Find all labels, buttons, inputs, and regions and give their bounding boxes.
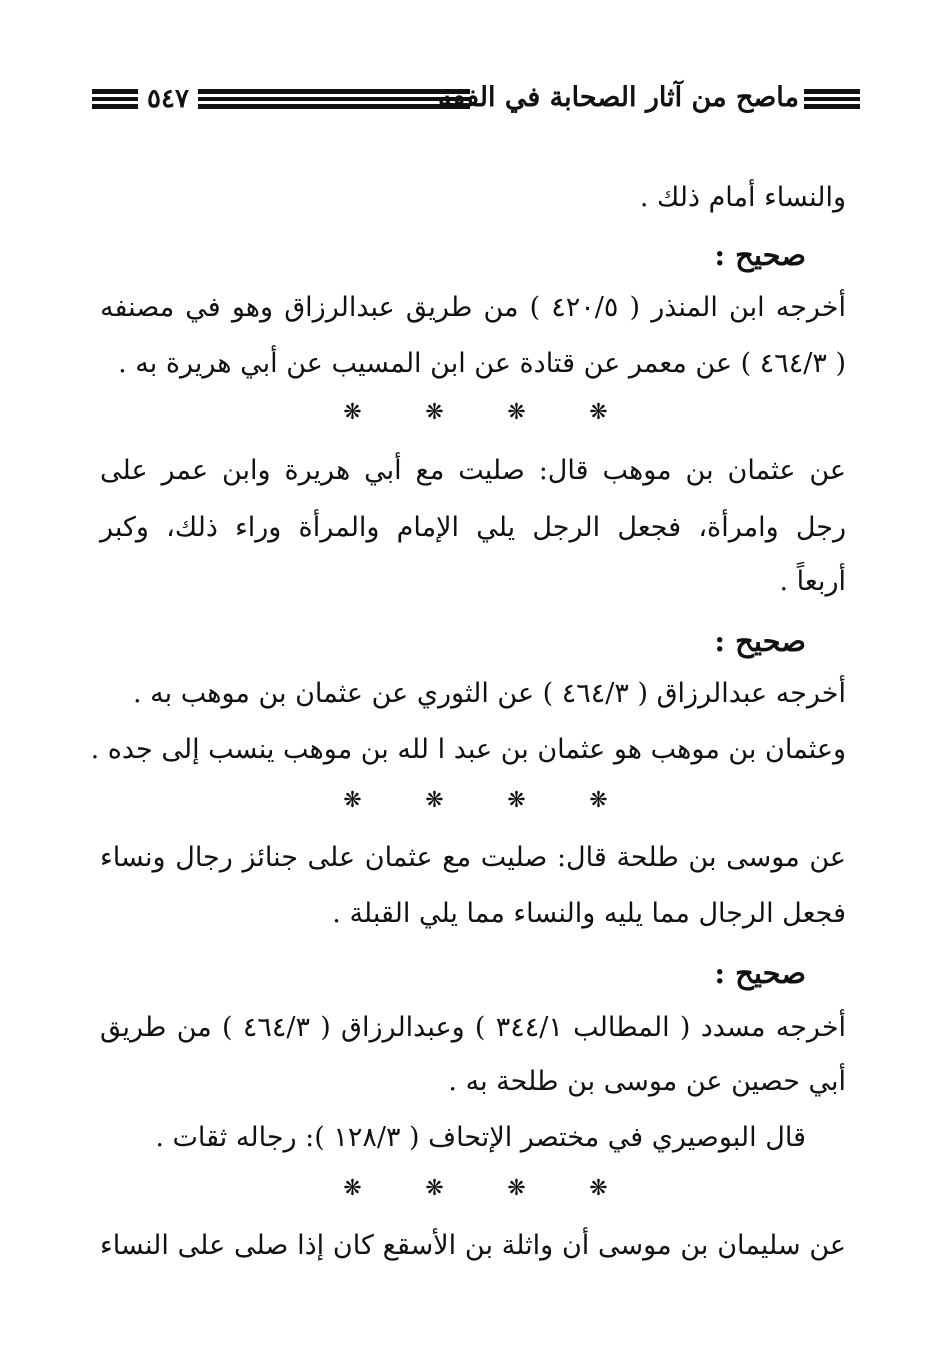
running-title: ماصح من آثار الصحابة في الفقه [437, 82, 799, 113]
text-line: أخرجه مسدد ( المطالب ٣٤٤/١ ) وعبدالرزاق ( ٤٦٤/٣ ) من طريق [100, 1012, 847, 1043]
text-line: فجعل الرجال مما يليه والنساء مما يلي القبلة . [332, 898, 846, 929]
section-heading: صحيح : [714, 238, 806, 272]
star-icon: ❋ [589, 788, 608, 813]
section-heading: صحيح : [714, 624, 806, 658]
star-icon: ❋ [589, 400, 608, 425]
star-icon: ❋ [343, 788, 362, 813]
star-icon: ❋ [343, 1176, 362, 1201]
text-line: عن سليمان بن موسى أن واثلة بن الأسقع كان إذا صلى على النساء [100, 1230, 846, 1261]
section-heading: صحيح : [714, 956, 806, 990]
text-line: قال البوصيري في مختصر الإتحاف ( ١٢٨/٣ ): رجاله ثقات . [155, 1122, 806, 1153]
star-icon: ❋ [507, 788, 526, 813]
text-line: أبي حصين عن موسى بن طلحة به . [448, 1066, 846, 1097]
text-line: عن عثمان بن موهب قال: صليت مع أبي هريرة وابن عمر على [100, 455, 846, 486]
text-line: ( ٤٦٤/٣ ) عن معمر عن قتادة عن ابن المسيب عن أبي هريرة به . [118, 348, 846, 379]
text-line: رجل وامرأة، فجعل الرجل يلي الإمام والمرأة وراء ذلك، وكبر [100, 512, 846, 543]
star-icon: ❋ [507, 1176, 526, 1201]
separator-stars [0, 1176, 951, 1201]
header-rule-middle [198, 89, 470, 109]
separator-stars [0, 788, 951, 813]
text-line: أخرجه ابن المنذر ( ٤٢٠/٥ ) من طريق عبدالرزاق وهو في مصنفه [100, 292, 846, 323]
star-icon: ❋ [589, 1176, 608, 1201]
star-icon: ❋ [425, 788, 444, 813]
separator-stars [0, 400, 951, 425]
text-line: أخرجه عبدالرزاق ( ٤٦٤/٣ ) عن الثوري عن عثمان بن موهب به . [132, 678, 846, 709]
text-line: عن موسى بن طلحة قال: صليت مع عثمان على جنائز رجال ونساء [100, 842, 846, 873]
star-icon: ❋ [425, 1176, 444, 1201]
star-icon: ❋ [425, 400, 444, 425]
page-number: ٥٤٧ [147, 84, 189, 114]
star-icon: ❋ [343, 400, 362, 425]
header-rule-right [804, 89, 860, 109]
text-line: والنساء أمام ذلك . [639, 182, 846, 213]
star-icon: ❋ [507, 400, 526, 425]
page-header [92, 80, 860, 120]
text-line: وعثمان بن موهب هو عثمان بن عبد ا لله بن موهب ينسب إلى جده . [90, 734, 846, 765]
text-line: أربعاً . [779, 566, 846, 597]
header-rule-left [92, 89, 138, 109]
